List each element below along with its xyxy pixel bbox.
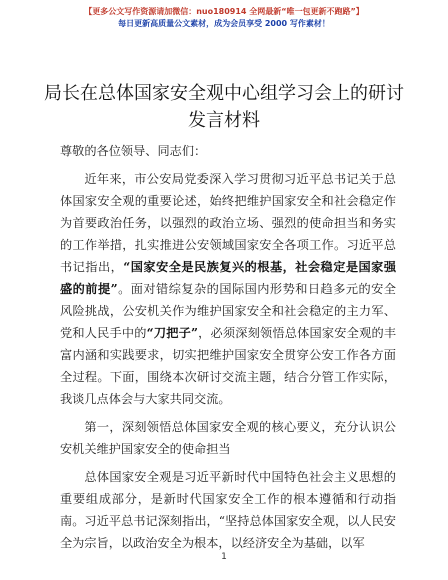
promo-banner — [0, 6, 448, 30]
quote-emphasis-1: “国家安全是民族复兴的根基，社会稳定是国家强盛的前提” — [60, 260, 397, 296]
quote-emphasis-2: “刀把子” — [146, 326, 198, 340]
greeting: 尊敬的各位领导、同志们： — [60, 144, 207, 158]
document-body — [60, 140, 396, 560]
section-heading-1: 第一，深刻领悟总体国家安全观的核心要义，充分认识公安机关维护国家安全的使命担当 — [60, 420, 396, 456]
paragraph-section-1: 总体国家安全观是习近平新时代中国特色社会主义思想的重要组成部分，是新时代国家安全工作的根本遵循和行动指南。习近平总书记深刻指出，“坚持总体国家安全观，以人民安全为宗旨，以政治安全为根本，以经济安全为基础，以军 — [60, 470, 396, 550]
promo-line-2: 每日更新高质量公文素材，成为会员享受 2000 写作素材！ — [118, 19, 330, 28]
promo-line-1: 【更多公文写作资源请加微信：nuo180914 全网最新“唯一包更新不跑路”】 — [84, 7, 364, 16]
intro-text-b: 。面对错综复杂的国际国内形势和日趋多元的安全风险挑战，公安机关作为维护国家安全和社会稳定的主力军、党和人民手中的 — [60, 282, 396, 340]
intro-text-c: ，必须深刻领悟总体国家安全观的丰富内涵和实践要求，切实把维护国家安全贯穿公安工作各方面全过程。下面，围绕本次研讨交流主题，结合分管工作实际，我谈几点体会与大家共同交流。 — [60, 326, 397, 406]
intro-text-a: 近年来，市公安局党委深入学习贯彻习近平总书记关于总体国家安全观的重要论述，始终把维护国家安全和社会稳定作为首要政治任务，以强烈的政治立场、强烈的使命担当和务实的工作举措，扎实推进公安领域国家安全各项工作。习近平总书记指出， — [60, 172, 396, 274]
document-title: 局长在总体国家安全观中心组学习会上的研讨发言材料 — [44, 83, 404, 131]
page-number: 1 — [221, 552, 227, 562]
paragraph-intro — [60, 168, 396, 410]
